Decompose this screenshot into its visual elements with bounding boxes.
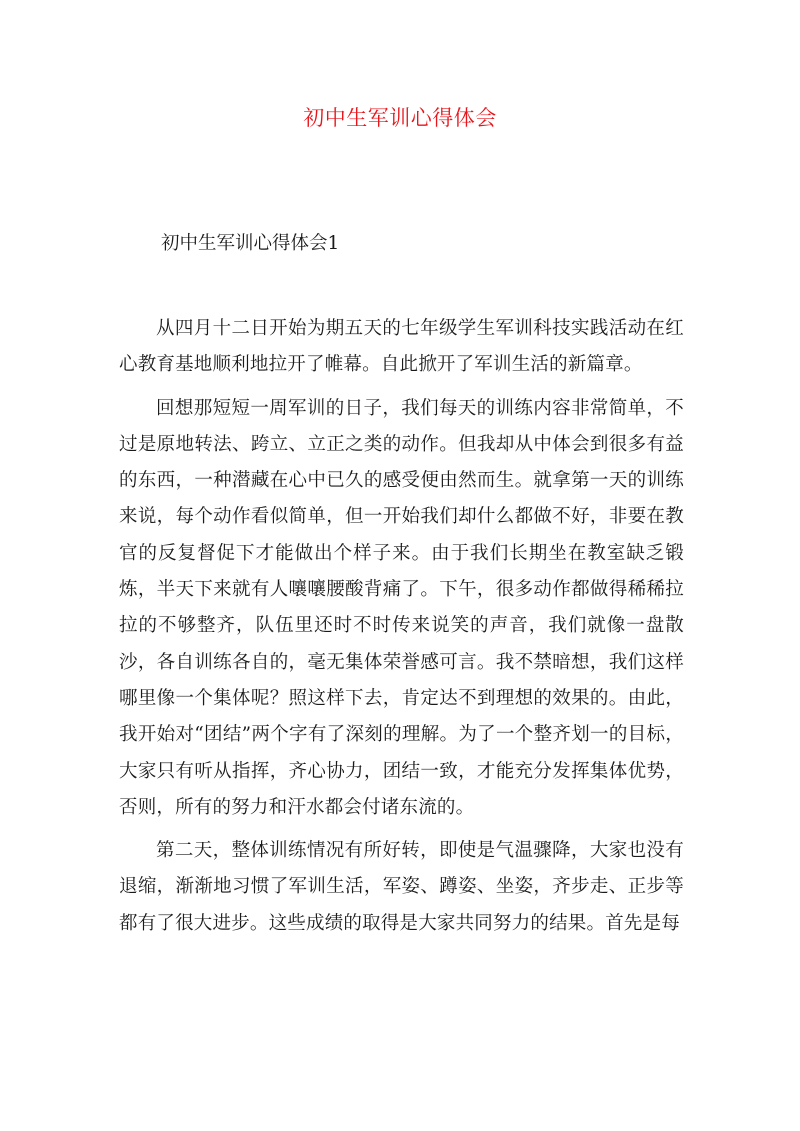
document-body xyxy=(119,311,684,949)
section-heading: 初中生军训心得体会1 xyxy=(161,233,340,254)
document-title: 初中生军训心得体会 xyxy=(303,106,497,130)
paragraph: 回想那短短一周军训的日子，我们每天的训练内容非常简单，不过是原地转法、跨立、立正之类的动作。但我却从中体会到很多有益的东西，一种潜藏在心中已久的感受便由然而生。就拿第一天的训练来说，每个动作看似简单，但一开始我们却什么都做不好，非要在教官的反复督促下才能做出个样子来。由于我们长期坐在教室缺乏锻炼，半天下来就有人嚷嚷腰酸背痛了。下午，很多动作都做得稀稀拉拉的不够整齐，队伍里还时不时传来说笑的声音，我们就像一盘散沙，各自训练各自的，毫无集体荣誉感可言。我不禁暗想，我们这样哪里像一个集体呢？照这样下去，肯定达不到理想的效果的。由此，我开始对“团结”两个字有了深刻的理解。为了一个整齐划一的目标，大家只有听从指挥，齐心协力，团结一致，才能充分发挥集体优势，否则，所有的努力和汗水都会付诸东流的。 xyxy=(119,397,684,818)
paragraph: 第二天，整体训练情况有所好转，即使是气温骤降，大家也没有退缩，渐渐地习惯了军训生活，军姿、蹲姿、坐姿，齐步走、正步等都有了很大进步。这些成绩的取得是大家共同努力的结果。首先是每 xyxy=(119,840,684,934)
paragraph: 从四月十二日开始为期五天的七年级学生军训科技实践活动在红心教育基地顺利地拉开了帷幕。自此掀开了军训生活的新篇章。 xyxy=(119,318,684,376)
